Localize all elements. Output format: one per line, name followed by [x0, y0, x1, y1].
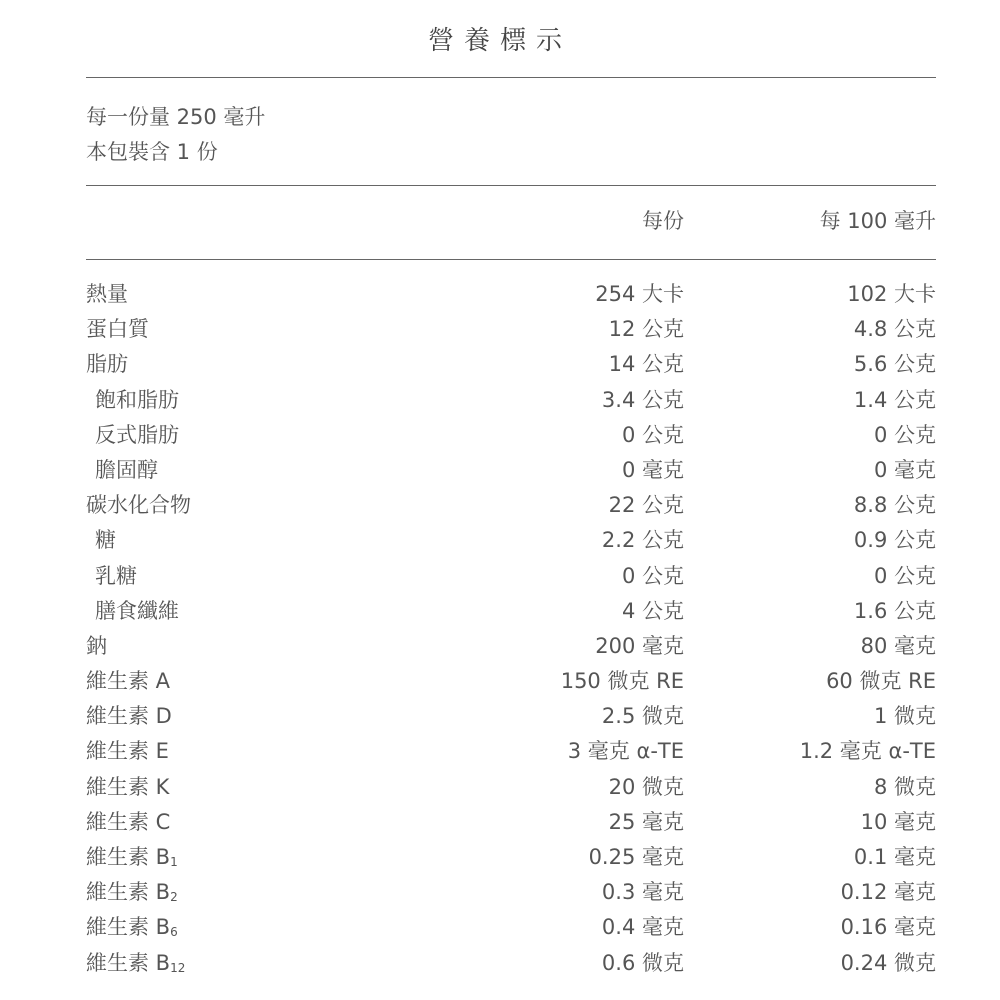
nutrient-row — [0, 453, 1000, 488]
value-per-serving: 2.2 公克 — [601, 528, 684, 553]
value-per-100ml: 0.9 公克 — [853, 528, 936, 553]
value-per-serving: 3.4 公克 — [601, 387, 684, 412]
value-per-serving: 0.4 毫克 — [601, 915, 684, 940]
nutrient-name-text: 熱量 — [86, 282, 128, 306]
nutrient-name — [95, 594, 179, 629]
column-header-per-100ml: 每 100 毫升 — [819, 209, 936, 233]
nutrient-row — [0, 734, 1000, 769]
value-per-100ml: 0 公克 — [873, 563, 936, 588]
nutrient-row — [0, 488, 1000, 523]
nutrient-name-text: 維生素 D — [86, 704, 172, 729]
value-per-100ml: 102 大卡 — [847, 282, 936, 306]
header-divider — [86, 259, 936, 260]
value-per-100ml: 1.4 公克 — [853, 387, 936, 412]
nutrient-name — [86, 840, 178, 880]
value-per-serving: 22 公克 — [608, 493, 684, 518]
value-per-serving: 20 微克 — [608, 774, 684, 799]
value-per-100ml: 60 微克 RE — [826, 669, 936, 694]
serving-divider — [86, 185, 936, 186]
title-divider — [86, 77, 936, 78]
value-per-serving: 0 毫克 — [621, 457, 684, 482]
value-per-100ml: 5.6 公克 — [853, 352, 936, 377]
value-per-100ml: 8 微克 — [873, 774, 936, 799]
value-per-100ml: 0 毫克 — [873, 457, 936, 482]
nutrient-row — [0, 347, 1000, 382]
nutrient-row — [0, 312, 1000, 347]
value-per-100ml: 0.24 微克 — [840, 950, 936, 975]
nutrient-name-text: 糖 — [95, 528, 116, 553]
nutrient-name-subscript: 2 — [170, 890, 178, 905]
nutrient-row — [0, 418, 1000, 453]
value-per-100ml: 80 毫克 — [860, 633, 936, 658]
nutrient-name-text: 維生素 E — [86, 739, 169, 764]
value-per-serving: 150 微克 RE — [560, 669, 684, 694]
nutrient-row — [0, 629, 1000, 664]
nutrient-name — [86, 488, 191, 523]
nutrient-name-text: 維生素 B — [86, 950, 171, 975]
nutrient-name-text: 維生素 B — [86, 915, 171, 940]
nutrient-name — [86, 664, 170, 699]
value-per-100ml: 0 公克 — [873, 422, 936, 447]
nutrient-row — [0, 383, 1000, 418]
page-title: 營養標示 — [427, 26, 572, 56]
nutrient-name — [95, 453, 158, 488]
value-per-serving: 254 大卡 — [595, 282, 684, 306]
value-per-serving: 0.3 毫克 — [601, 880, 684, 905]
nutrient-name — [86, 699, 172, 734]
nutrient-row — [0, 910, 1000, 945]
value-per-serving: 3 毫克 α-TE — [567, 739, 684, 764]
nutrient-name-text: 維生素 B — [86, 845, 171, 869]
value-per-100ml: 8.8 公克 — [853, 493, 936, 518]
nutrient-name — [86, 770, 169, 805]
nutrient-name — [95, 383, 179, 418]
nutrient-name-text: 膽固醇 — [95, 457, 158, 482]
value-per-100ml: 1 微克 — [873, 704, 936, 729]
nutrition-table — [0, 277, 1000, 981]
nutrient-name — [86, 347, 128, 382]
nutrient-name-text: 維生素 B — [86, 880, 171, 905]
nutrient-name-text: 膳食纖維 — [95, 598, 179, 623]
nutrient-name — [86, 910, 178, 950]
nutrient-name — [86, 805, 170, 840]
nutrient-name-text: 蛋白質 — [86, 317, 149, 342]
value-per-serving: 25 毫克 — [608, 809, 684, 834]
nutrient-name-text: 鈉 — [86, 633, 107, 658]
value-per-serving: 2.5 微克 — [601, 704, 684, 729]
value-per-100ml: 10 毫克 — [860, 809, 936, 834]
nutrient-name — [95, 559, 137, 594]
nutrient-row — [0, 946, 1000, 981]
nutrient-row — [0, 840, 1000, 875]
nutrient-row — [0, 277, 1000, 312]
nutrient-name — [86, 734, 169, 769]
nutrient-name-subscript: 12 — [170, 960, 186, 975]
nutrient-name — [86, 875, 178, 915]
nutrient-name — [86, 277, 128, 312]
nutrient-name-subscript: 6 — [170, 925, 178, 940]
value-per-serving: 12 公克 — [608, 317, 684, 342]
nutrient-name-text: 乳糖 — [95, 563, 137, 588]
nutrient-row — [0, 770, 1000, 805]
nutrient-row — [0, 699, 1000, 734]
value-per-serving: 0.6 微克 — [601, 950, 684, 975]
nutrient-name — [95, 523, 116, 558]
nutrient-name-text: 維生素 K — [86, 774, 170, 799]
nutrient-row — [0, 805, 1000, 840]
value-per-serving: 0.25 毫克 — [588, 845, 684, 869]
nutrient-row — [0, 875, 1000, 910]
value-per-serving: 0 公克 — [621, 422, 684, 447]
nutrient-name — [86, 312, 149, 347]
value-per-100ml: 0.12 毫克 — [840, 880, 936, 905]
nutrient-name-text: 脂肪 — [86, 352, 128, 377]
nutrient-name — [95, 418, 179, 453]
serving-size: 每一份量 250 毫升 — [86, 105, 266, 129]
nutrient-row — [0, 594, 1000, 629]
value-per-serving: 200 毫克 — [595, 633, 684, 658]
value-per-serving: 14 公克 — [608, 352, 684, 377]
nutrient-name — [86, 629, 107, 664]
nutrient-name-text: 飽和脂肪 — [95, 387, 179, 412]
nutrient-row — [0, 664, 1000, 699]
nutrient-row — [0, 559, 1000, 594]
nutrient-name-text: 反式脂肪 — [95, 422, 179, 447]
value-per-serving: 4 公克 — [621, 598, 684, 623]
value-per-serving: 0 公克 — [621, 563, 684, 588]
nutrient-name-text: 碳水化合物 — [86, 493, 191, 518]
column-header-per-serving: 每份 — [642, 209, 684, 233]
value-per-100ml: 4.8 公克 — [853, 317, 936, 342]
nutrient-name — [86, 946, 185, 986]
value-per-100ml: 0.1 毫克 — [853, 845, 936, 869]
nutrient-name-text: 維生素 C — [86, 809, 171, 834]
nutrient-row — [0, 523, 1000, 558]
servings-per-pack: 本包裝含 1 份 — [86, 140, 218, 164]
value-per-100ml: 0.16 毫克 — [840, 915, 936, 940]
value-per-100ml: 1.6 公克 — [853, 598, 936, 623]
value-per-100ml: 1.2 毫克 α-TE — [799, 739, 936, 764]
nutrient-name-text: 維生素 A — [86, 669, 171, 694]
nutrient-name-subscript: 1 — [170, 855, 178, 869]
